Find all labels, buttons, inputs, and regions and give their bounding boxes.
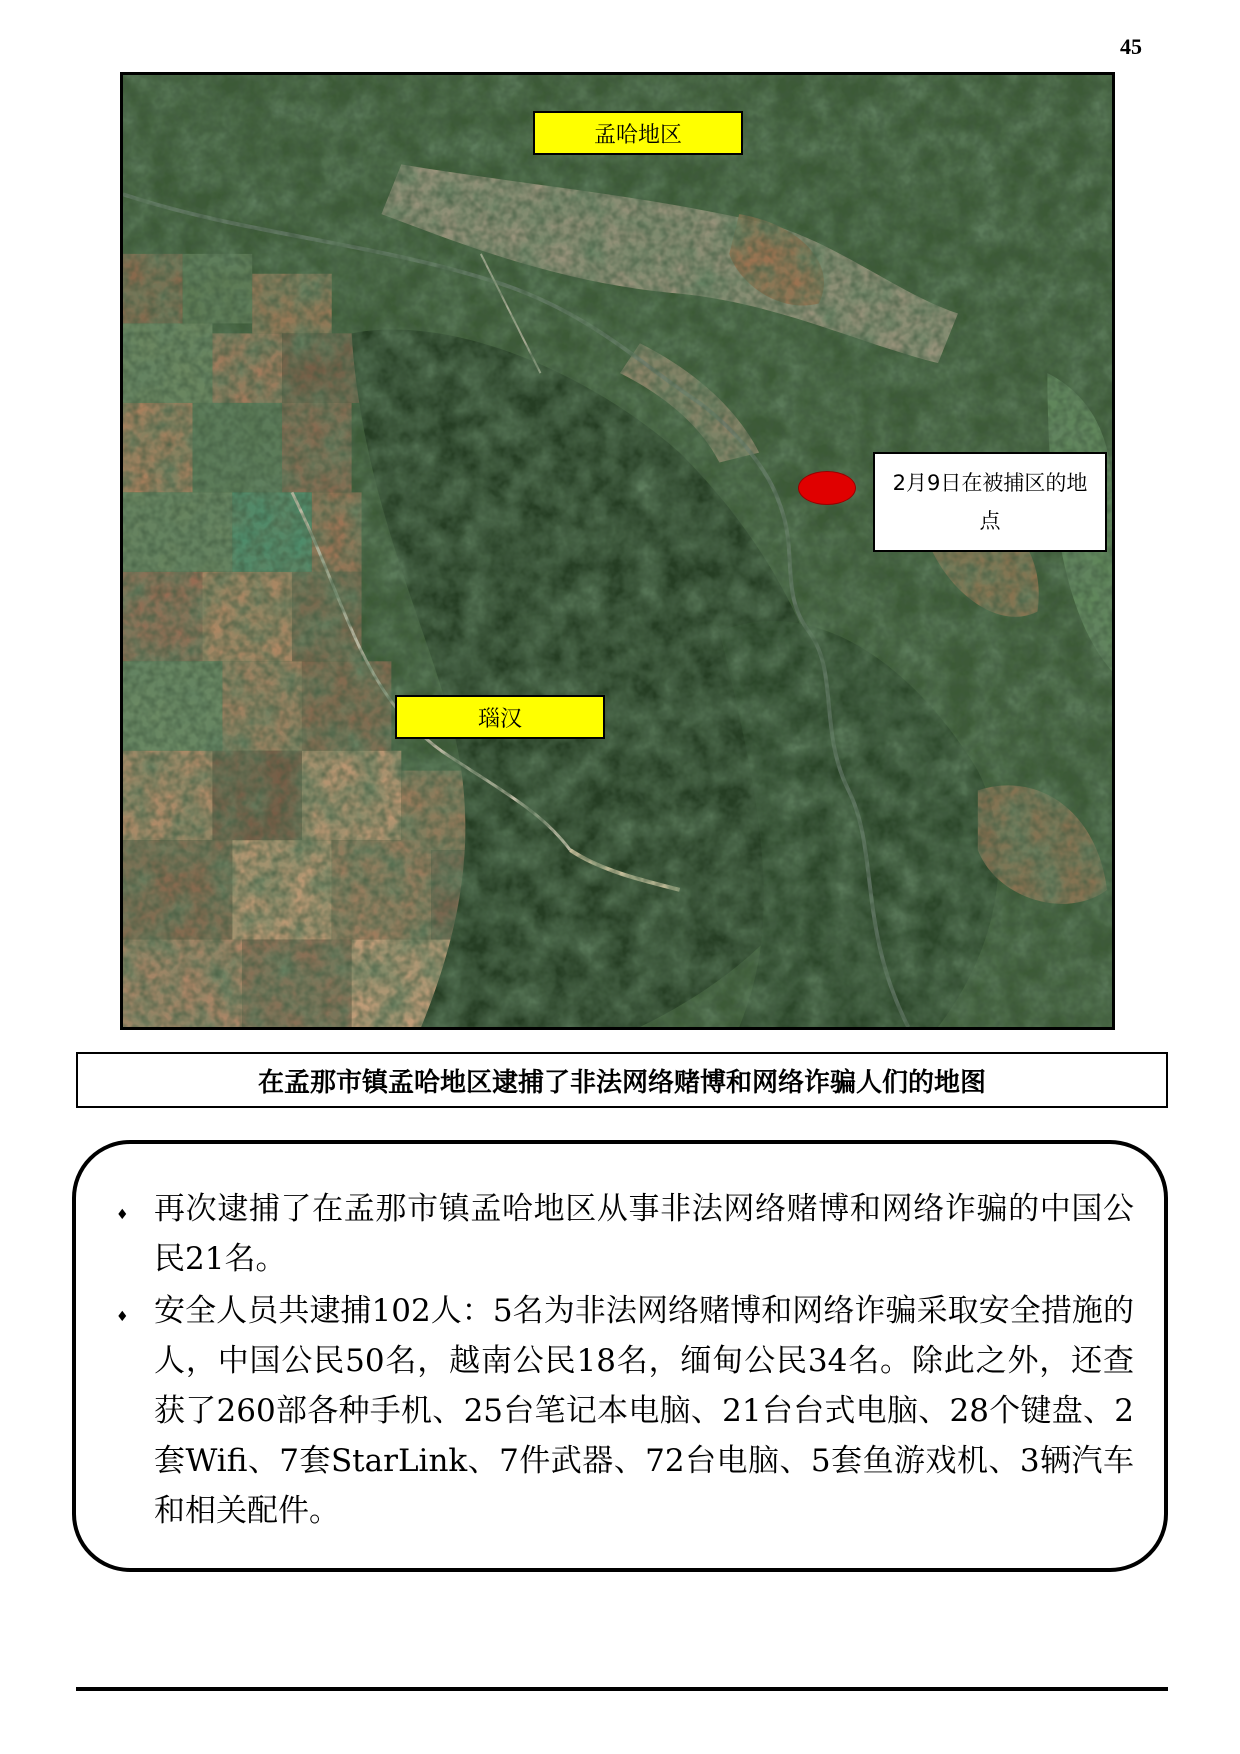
bullet-text: 安全人员共逮捕102人：5名为非法网络赌博和网络诈骗采取安全措施的人，中国公民50名，越南公民18名，缅甸公民34名。除此之外，还查获了260部各种手机、25台笔记本电脑、21台台式电脑、28个键盘、2套Wifi、7套StarLink、7件武器、72台电脑、5套鱼游戏机、3辆汽车和相关配件。 bbox=[154, 1293, 1134, 1529]
map-label-meng-ha: 孟哈地区 bbox=[533, 111, 743, 155]
bullet-text: 再次逮捕了在孟那市镇孟哈地区从事非法网络赌博和网络诈骗的中国公民21名。 bbox=[154, 1191, 1134, 1277]
arrest-location-callout: 2月9日在被捕区的地点 bbox=[873, 452, 1107, 552]
bullet-item bbox=[116, 1286, 1134, 1536]
page-number: 45 bbox=[1120, 34, 1142, 59]
diamond-bullet-icon: ♦ bbox=[116, 1309, 129, 1325]
info-box bbox=[72, 1140, 1168, 1572]
map-caption: 在孟那市镇孟哈地区逮捕了非法网络赌博和网络诈骗人们的地图 bbox=[76, 1052, 1168, 1108]
arrest-location-marker bbox=[798, 471, 856, 505]
bullet-item bbox=[116, 1184, 1134, 1284]
satellite-map bbox=[120, 72, 1115, 1030]
map-label-nao-han: 瑙汉 bbox=[395, 695, 605, 739]
footer-rule bbox=[76, 1687, 1168, 1691]
diamond-bullet-icon: ♦ bbox=[116, 1207, 129, 1223]
